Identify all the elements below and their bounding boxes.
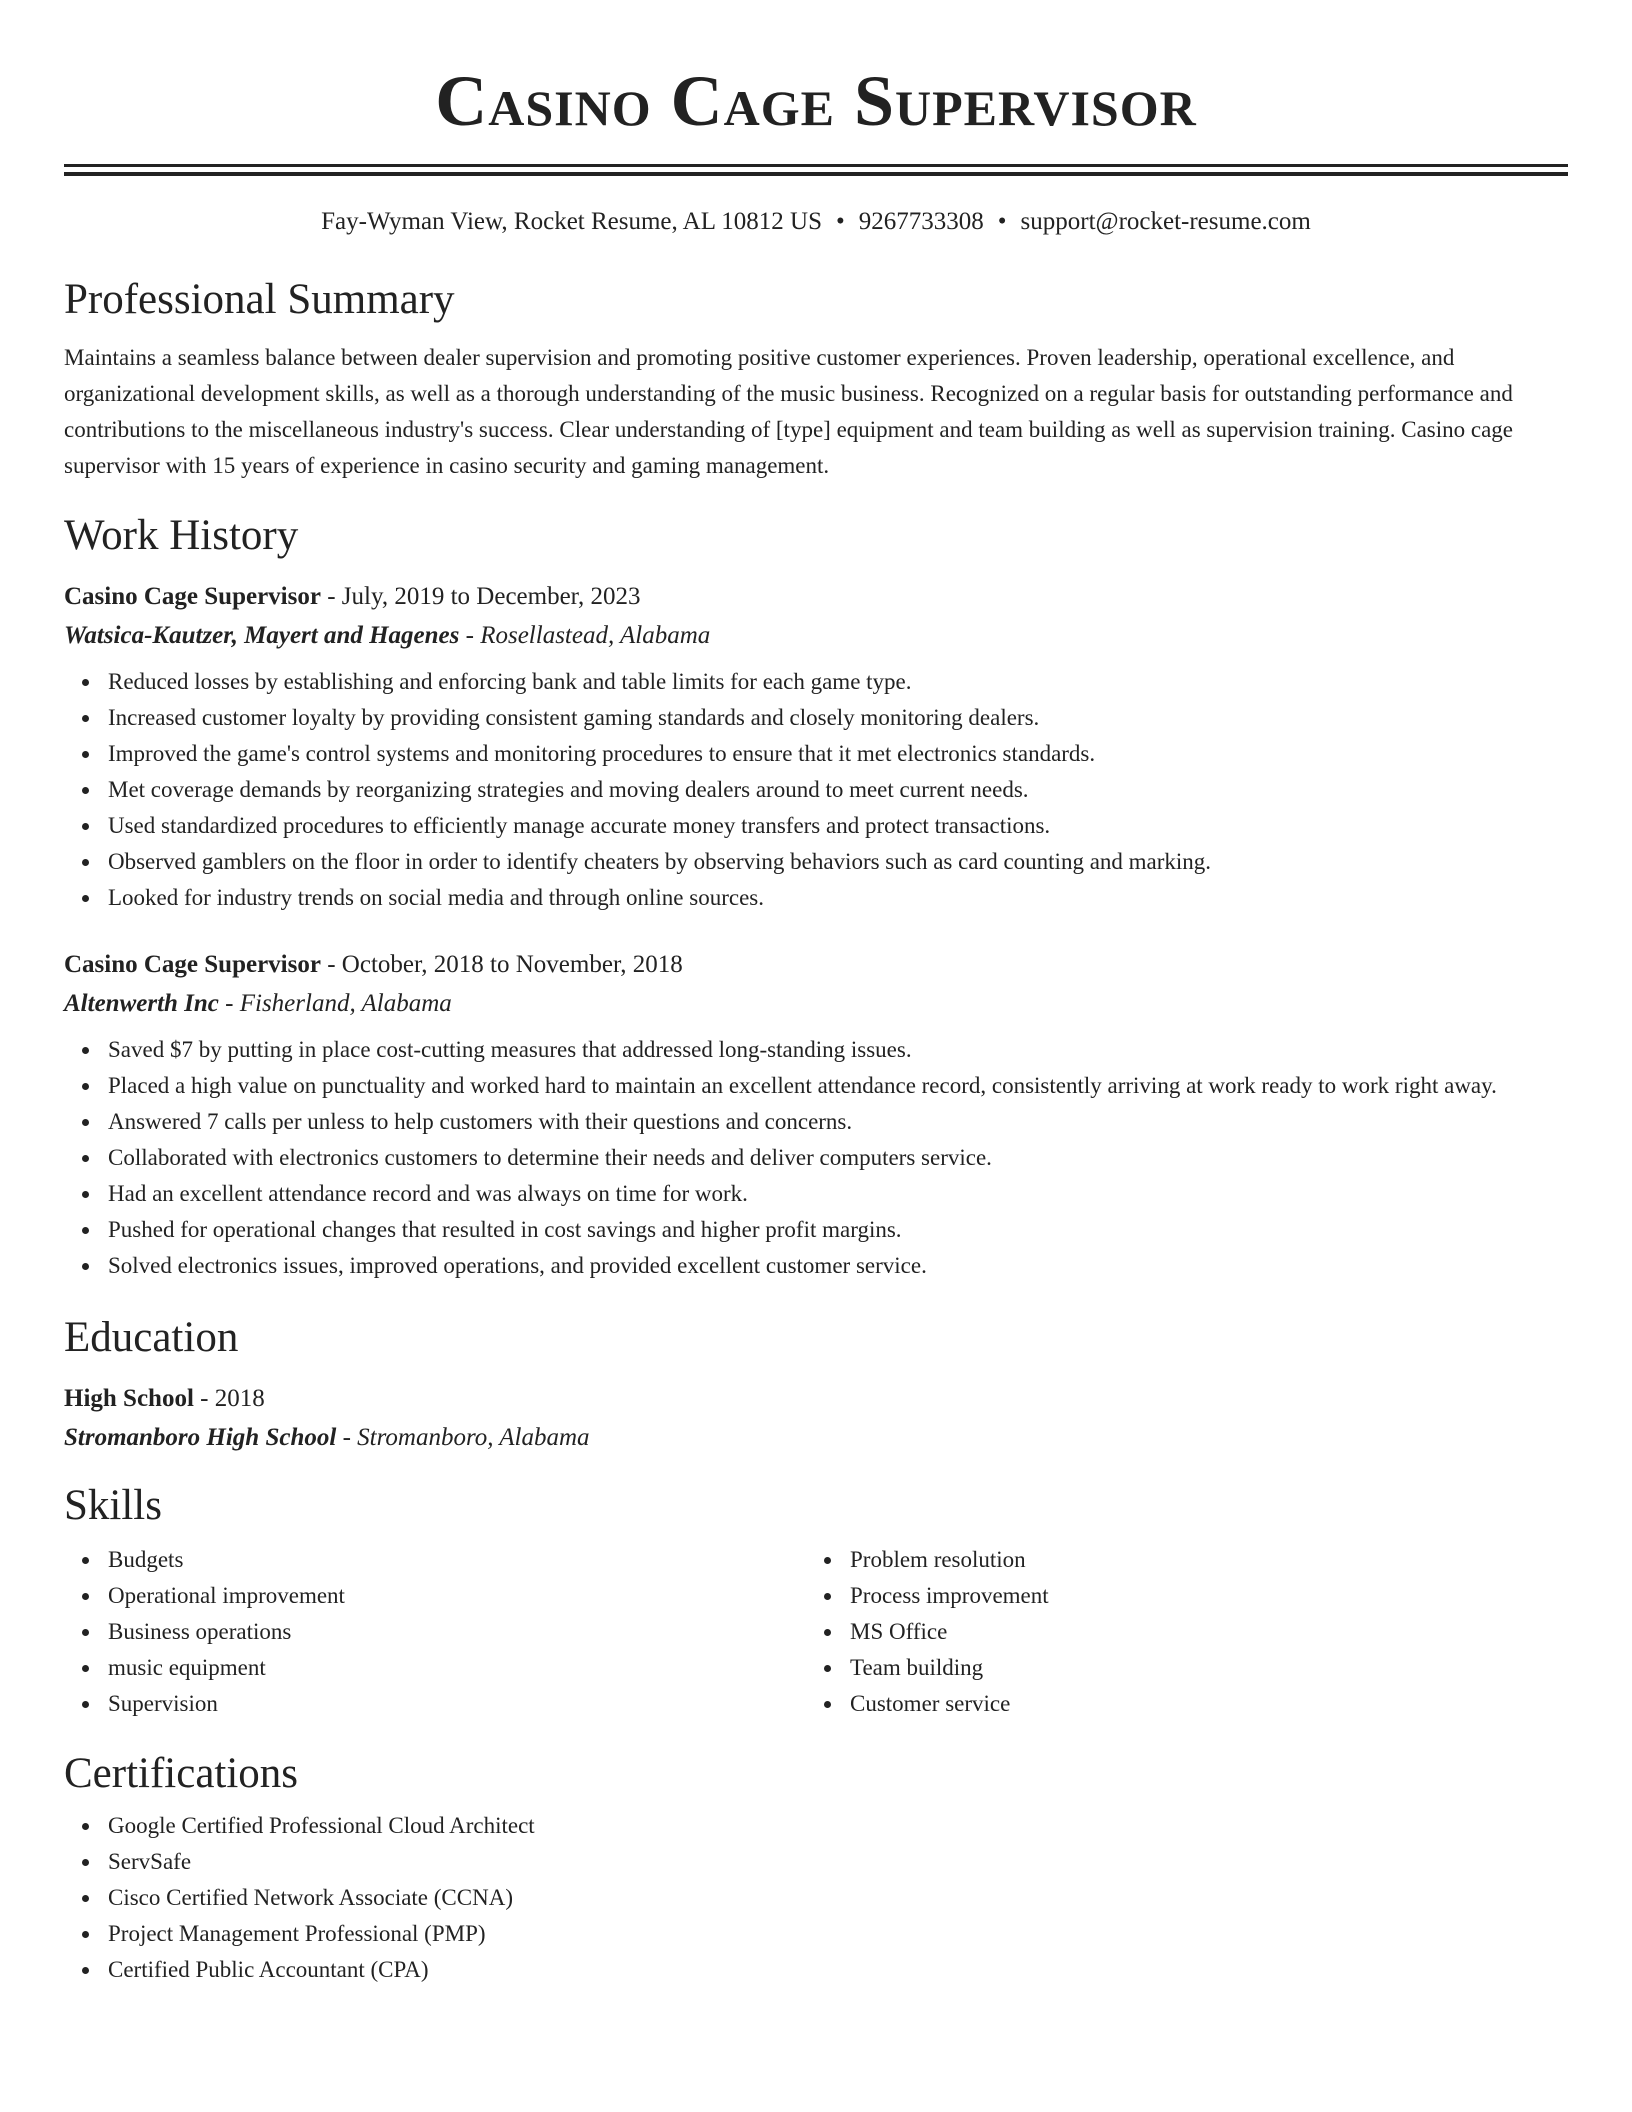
certifications-heading: Certifications xyxy=(64,1750,299,1797)
list-item: MS Office xyxy=(850,1614,1548,1650)
job-title-line xyxy=(64,578,1568,616)
contact-separator: • xyxy=(997,208,1007,235)
degree-year: - 2018 xyxy=(193,1385,265,1412)
list-item: Improved the game's control systems and monitoring procedures to ensure that it met electronics standards. xyxy=(108,736,1568,772)
summary-heading: Professional Summary xyxy=(64,276,455,323)
title-divider xyxy=(64,164,1568,176)
education-entry xyxy=(64,1380,1568,1458)
job-bullets xyxy=(64,1032,1568,1284)
list-item: Answered 7 calls per unless to help customers with their questions and concerns. xyxy=(108,1104,1568,1140)
list-item: Supervision xyxy=(108,1686,806,1722)
list-item: music equipment xyxy=(108,1650,806,1686)
list-item: Met coverage demands by reorganizing strategies and moving dealers around to meet current needs. xyxy=(108,772,1568,808)
education-heading: Education xyxy=(64,1314,239,1361)
job-bullets xyxy=(64,664,1568,916)
job-dates: - October, 2018 to November, 2018 xyxy=(320,951,683,978)
list-item: Customer service xyxy=(850,1686,1548,1722)
list-item: Increased customer loyalty by providing consistent gaming standards and closely monitoring dealers. xyxy=(108,700,1568,736)
job-title: Casino Cage Supervisor xyxy=(64,583,321,610)
company-name: Watsica-Kautzer, Mayert and Hagenes xyxy=(64,622,460,649)
contact-line xyxy=(64,206,1568,238)
skills-left-column xyxy=(64,1542,806,1722)
list-item: Budgets xyxy=(108,1542,806,1578)
list-item: Reduced losses by establishing and enforcing bank and table limits for each game type. xyxy=(108,664,1568,700)
list-item: Observed gamblers on the floor in order to identify cheaters by observing behaviors such as card counting and marking. xyxy=(108,844,1568,880)
resume-title: Casino Cage Supervisor xyxy=(435,61,1197,141)
list-item: Looked for industry trends on social media and through online sources. xyxy=(108,880,1568,916)
summary-text: Maintains a seamless balance between dealer supervision and promoting positive customer experiences. Proven leadership, operational excellence, and organizational development skills, as well as a thorough understanding of the music business. Recognized on a regular basis for outstanding performance and contributions to the miscellaneous industry's success. Clear understanding of [type] equipment and team building as well as supervision training. Casino cage supervisor with 15 years of experience in casino security and gaming management. xyxy=(64,345,1513,478)
list-item: Pushed for operational changes that resulted in cost savings and higher profit margins. xyxy=(108,1212,1568,1248)
school-location: - Stromanboro, Alabama xyxy=(336,1424,590,1451)
list-item: Certified Public Accountant (CPA) xyxy=(108,1952,1568,1988)
degree-line xyxy=(64,1380,1568,1418)
skills-right-column xyxy=(806,1542,1548,1722)
degree-name: High School xyxy=(64,1385,194,1412)
list-item: Operational improvement xyxy=(108,1578,806,1614)
job-entry xyxy=(64,946,1568,1284)
list-item: Used standardized procedures to efficiently manage accurate money transfers and protect transactions. xyxy=(108,808,1568,844)
contact-email: support@rocket-resume.com xyxy=(1020,208,1311,235)
company-location: - Rosellastead, Alabama xyxy=(459,622,711,649)
contact-separator: • xyxy=(836,208,845,235)
job-title: Casino Cage Supervisor xyxy=(64,951,321,978)
job-entry xyxy=(64,578,1568,916)
work-history-heading: Work History xyxy=(64,512,299,559)
list-item: Project Management Professional (PMP) xyxy=(108,1916,1568,1952)
company-location: - Fisherland, Alabama xyxy=(218,990,452,1017)
list-item: Solved electronics issues, improved operations, and provided excellent customer service. xyxy=(108,1248,1568,1284)
job-title-line xyxy=(64,946,1568,984)
list-item: ServSafe xyxy=(108,1844,1568,1880)
list-item: Cisco Certified Network Associate (CCNA) xyxy=(108,1880,1568,1916)
certifications-list xyxy=(64,1808,1568,1988)
school-name: Stromanboro High School xyxy=(64,1424,337,1451)
list-item: Google Certified Professional Cloud Architect xyxy=(108,1808,1568,1844)
list-item: Had an excellent attendance record and was always on time for work. xyxy=(108,1176,1568,1212)
list-item: Placed a high value on punctuality and worked hard to maintain an excellent attendance record, consistently arriving at work ready to work right away. xyxy=(108,1068,1568,1104)
list-item: Saved $7 by putting in place cost-cutting measures that addressed long-standing issues. xyxy=(108,1032,1568,1068)
skills-grid xyxy=(64,1542,1568,1722)
job-dates: - July, 2019 to December, 2023 xyxy=(320,583,641,610)
skills-heading: Skills xyxy=(64,1482,162,1529)
company-line xyxy=(64,616,1568,656)
list-item: Team building xyxy=(850,1650,1548,1686)
list-item: Business operations xyxy=(108,1614,806,1650)
school-line xyxy=(64,1418,1568,1458)
contact-phone: 9267733308 xyxy=(858,208,984,235)
list-item: Collaborated with electronics customers to determine their needs and deliver computers service. xyxy=(108,1140,1568,1176)
contact-address: Fay-Wyman View, Rocket Resume, AL 10812 US xyxy=(321,208,823,235)
company-line xyxy=(64,984,1568,1024)
company-name: Altenwerth Inc xyxy=(64,990,219,1017)
list-item: Problem resolution xyxy=(850,1542,1548,1578)
list-item: Process improvement xyxy=(850,1578,1548,1614)
